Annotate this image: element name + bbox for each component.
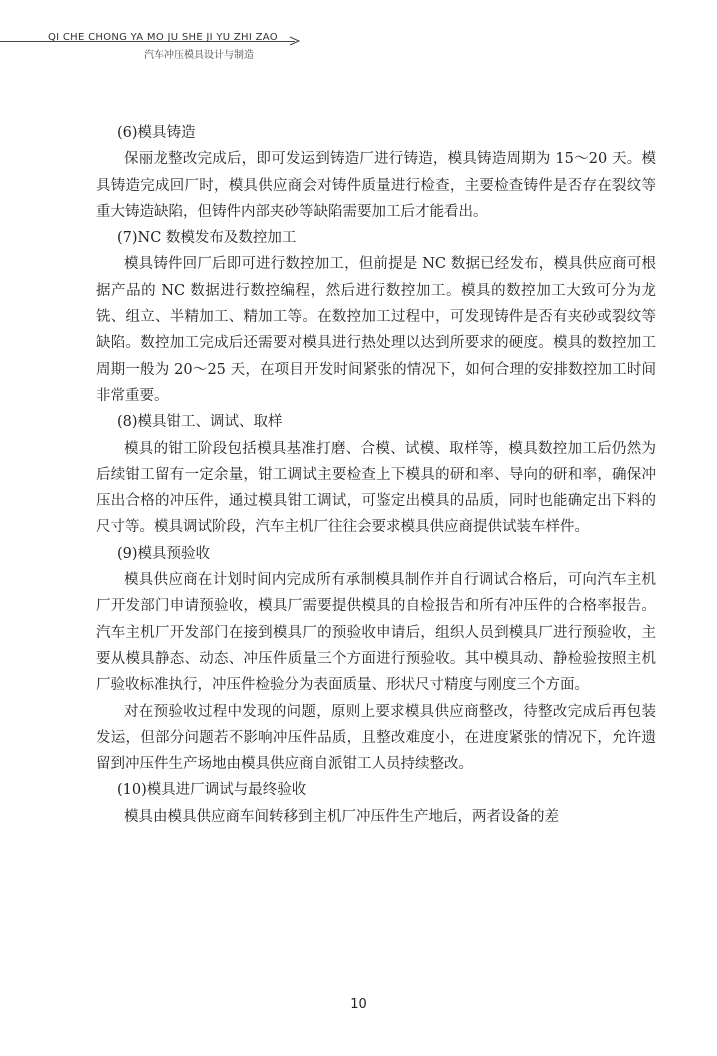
paragraph-fitting-tryout: 模具的钳工阶段包括模具基准打磨、合模、试模、取样等，模具数控加工后仍然为后续钳工留有一定余量，钳工调试主要检查上下模具的研和率、导向的研和率，确保冲压出合格的冲压件，通过模具钳工调试，可鉴定出模具的品质，同时也能确定出下料的尺寸等。模具调试阶段，汽车主机厂往往会要求模具供应商提供试装车样件。 — [96, 440, 656, 536]
header-arrow-icon — [288, 34, 302, 48]
page-number: 10 — [350, 997, 367, 1012]
section-heading-casting: (6)模具铸造 — [117, 125, 196, 141]
section-heading-fitting-tryout: (8)模具钳工、调试、取样 — [117, 414, 283, 431]
header-book-title: 汽车冲压模具设计与制造 — [144, 50, 254, 61]
paragraph-casting: 保丽龙整改完成后，即可发运到铸造厂进行铸造，模具铸造周期为 15～20 天。模具铸造完成回厂时，模具供应商会对铸件质量进行检查，主要检查铸件是否存在裂纹等重大铸造缺陷，但铸件内部夹砂等缺陷需要加工后才能看出。 — [96, 151, 656, 220]
page-body — [96, 120, 656, 830]
section-heading-pre-acceptance: (9)模具预验收 — [117, 545, 211, 562]
section-heading-nc-machining: (7)NC 数模发布及数控加工 — [117, 230, 297, 247]
header-pinyin-title: QI CHE CHONG YA MO JU SHE JI YU ZHI ZAO — [48, 32, 278, 43]
paragraph-nc-machining: 模具铸件回厂后即可进行数控加工，但前提是 NC 数据已经发布，模具供应商可根据产品的 NC 数据进行数控编程，然后进行数控加工。模具的数控加工大致可分为龙铣、组立、半精加工、精加工等。在数控加工过程中，可发现铸件是否有夹砂或裂纹等缺陷。数控加工完成后还需要对模具进行热处理以达到所要求的硬度。模具的数控加工周期一般为 20～25 天，在项目开发时间紧张的情况下，如何合理的安排数控加工时间非常重要。 — [96, 256, 656, 404]
header-rule — [0, 41, 295, 42]
running-header — [0, 0, 717, 70]
paragraph-pre-acceptance: 模具供应商在计划时间内完成所有承制模具制作并自行调试合格后，可向汽车主机厂开发部门申请预验收，模具厂需要提供模具的自检报告和所有冲压件的合格率报告。汽车主机厂开发部门在接到模具厂的预验收申请后，组织人员到模具厂进行预验收，主要从模具静态、动态、冲压件质量三个方面进行预验收。其中模具动、静检验按照主机厂验收标准执行，冲压件检验分为表面质量、形状尺寸精度与刚度三个方面。 — [96, 572, 656, 694]
paragraph-pre-acceptance-issues: 对在预验收过程中发现的问题，原则上要求模具供应商整改，待整改完成后再包装发运，但部分问题若不影响冲压件品质，且整改难度小，在进度紧张的情况下，允许遗留到冲压件生产场地由模具供应商自派钳工人员持续整改。 — [96, 703, 656, 773]
section-heading-final-acceptance: (10)模具进厂调试与最终验收 — [117, 782, 307, 799]
paragraph-final-acceptance: 模具由模具供应商车间转移到主机厂冲压件生产地后，两者设备的差 — [124, 808, 559, 825]
